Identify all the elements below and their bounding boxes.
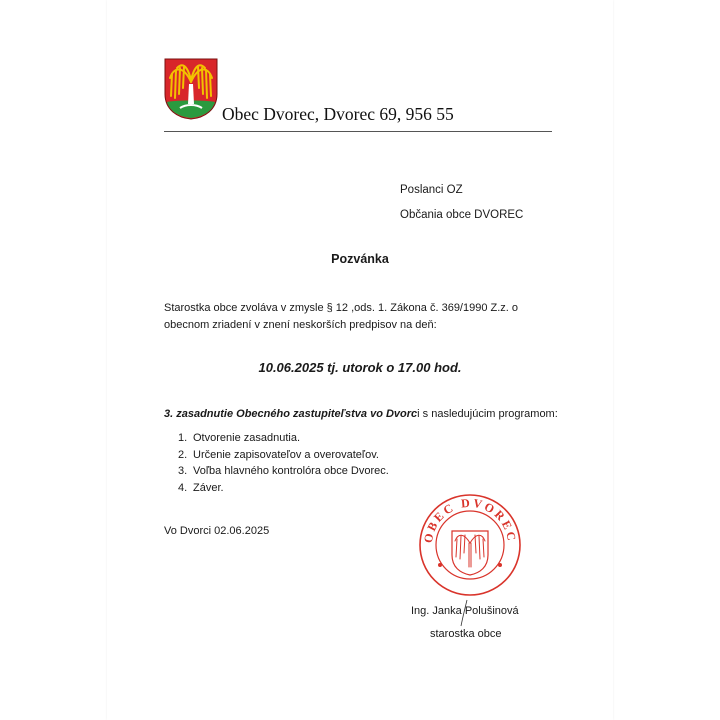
agenda-list	[164, 430, 389, 496]
recipient-line: Poslanci OZ	[400, 184, 463, 196]
agenda-item: 3. Voľba hlavného kontrolóra obce Dvorec.	[178, 465, 389, 477]
meeting-date: 10.06.2025 tj. utorok o 17.00 hod.	[258, 360, 462, 375]
signer-role: starostka obce	[430, 628, 502, 640]
agenda-item: 1. Otvorenie zasadnutia.	[178, 432, 301, 444]
meeting-name: 3. zasadnutie Obecného zastupiteľstva vo Dvorc	[164, 408, 418, 420]
svg-text:OBEC DVOREC: OBEC DVOREC	[420, 495, 520, 545]
recipient-line: Občania obce DVOREC	[400, 209, 524, 221]
agenda-item: 2. Určenie zapisovateľov a overovateľov.	[178, 448, 379, 461]
meeting-name-suffix: i	[417, 408, 420, 420]
header-divider	[164, 131, 552, 132]
municipality-header: Obec Dvorec, Dvorec 69, 956 55	[222, 104, 454, 124]
official-stamp-icon	[418, 493, 522, 597]
meeting-line	[164, 408, 558, 420]
place-and-date: Vo Dvorci 02.06.2025	[164, 525, 270, 537]
document-title: Pozvánka	[331, 252, 389, 266]
recipients-block	[400, 178, 523, 228]
signer-name: Ing. Janka Polušinová	[411, 605, 519, 617]
intro-paragraph: Starostka obce zvoláva v zmysle § 12 ,ods. 1. Zákona č. 369/1990 Z.z. o obecnom zriadení v znení neskorších predpisov na deň:	[164, 302, 519, 331]
meeting-program-text: s nasledujúcim programom:	[419, 408, 558, 420]
agenda-item: 4. Záver.	[178, 481, 224, 494]
coat-of-arms-icon	[164, 58, 218, 120]
